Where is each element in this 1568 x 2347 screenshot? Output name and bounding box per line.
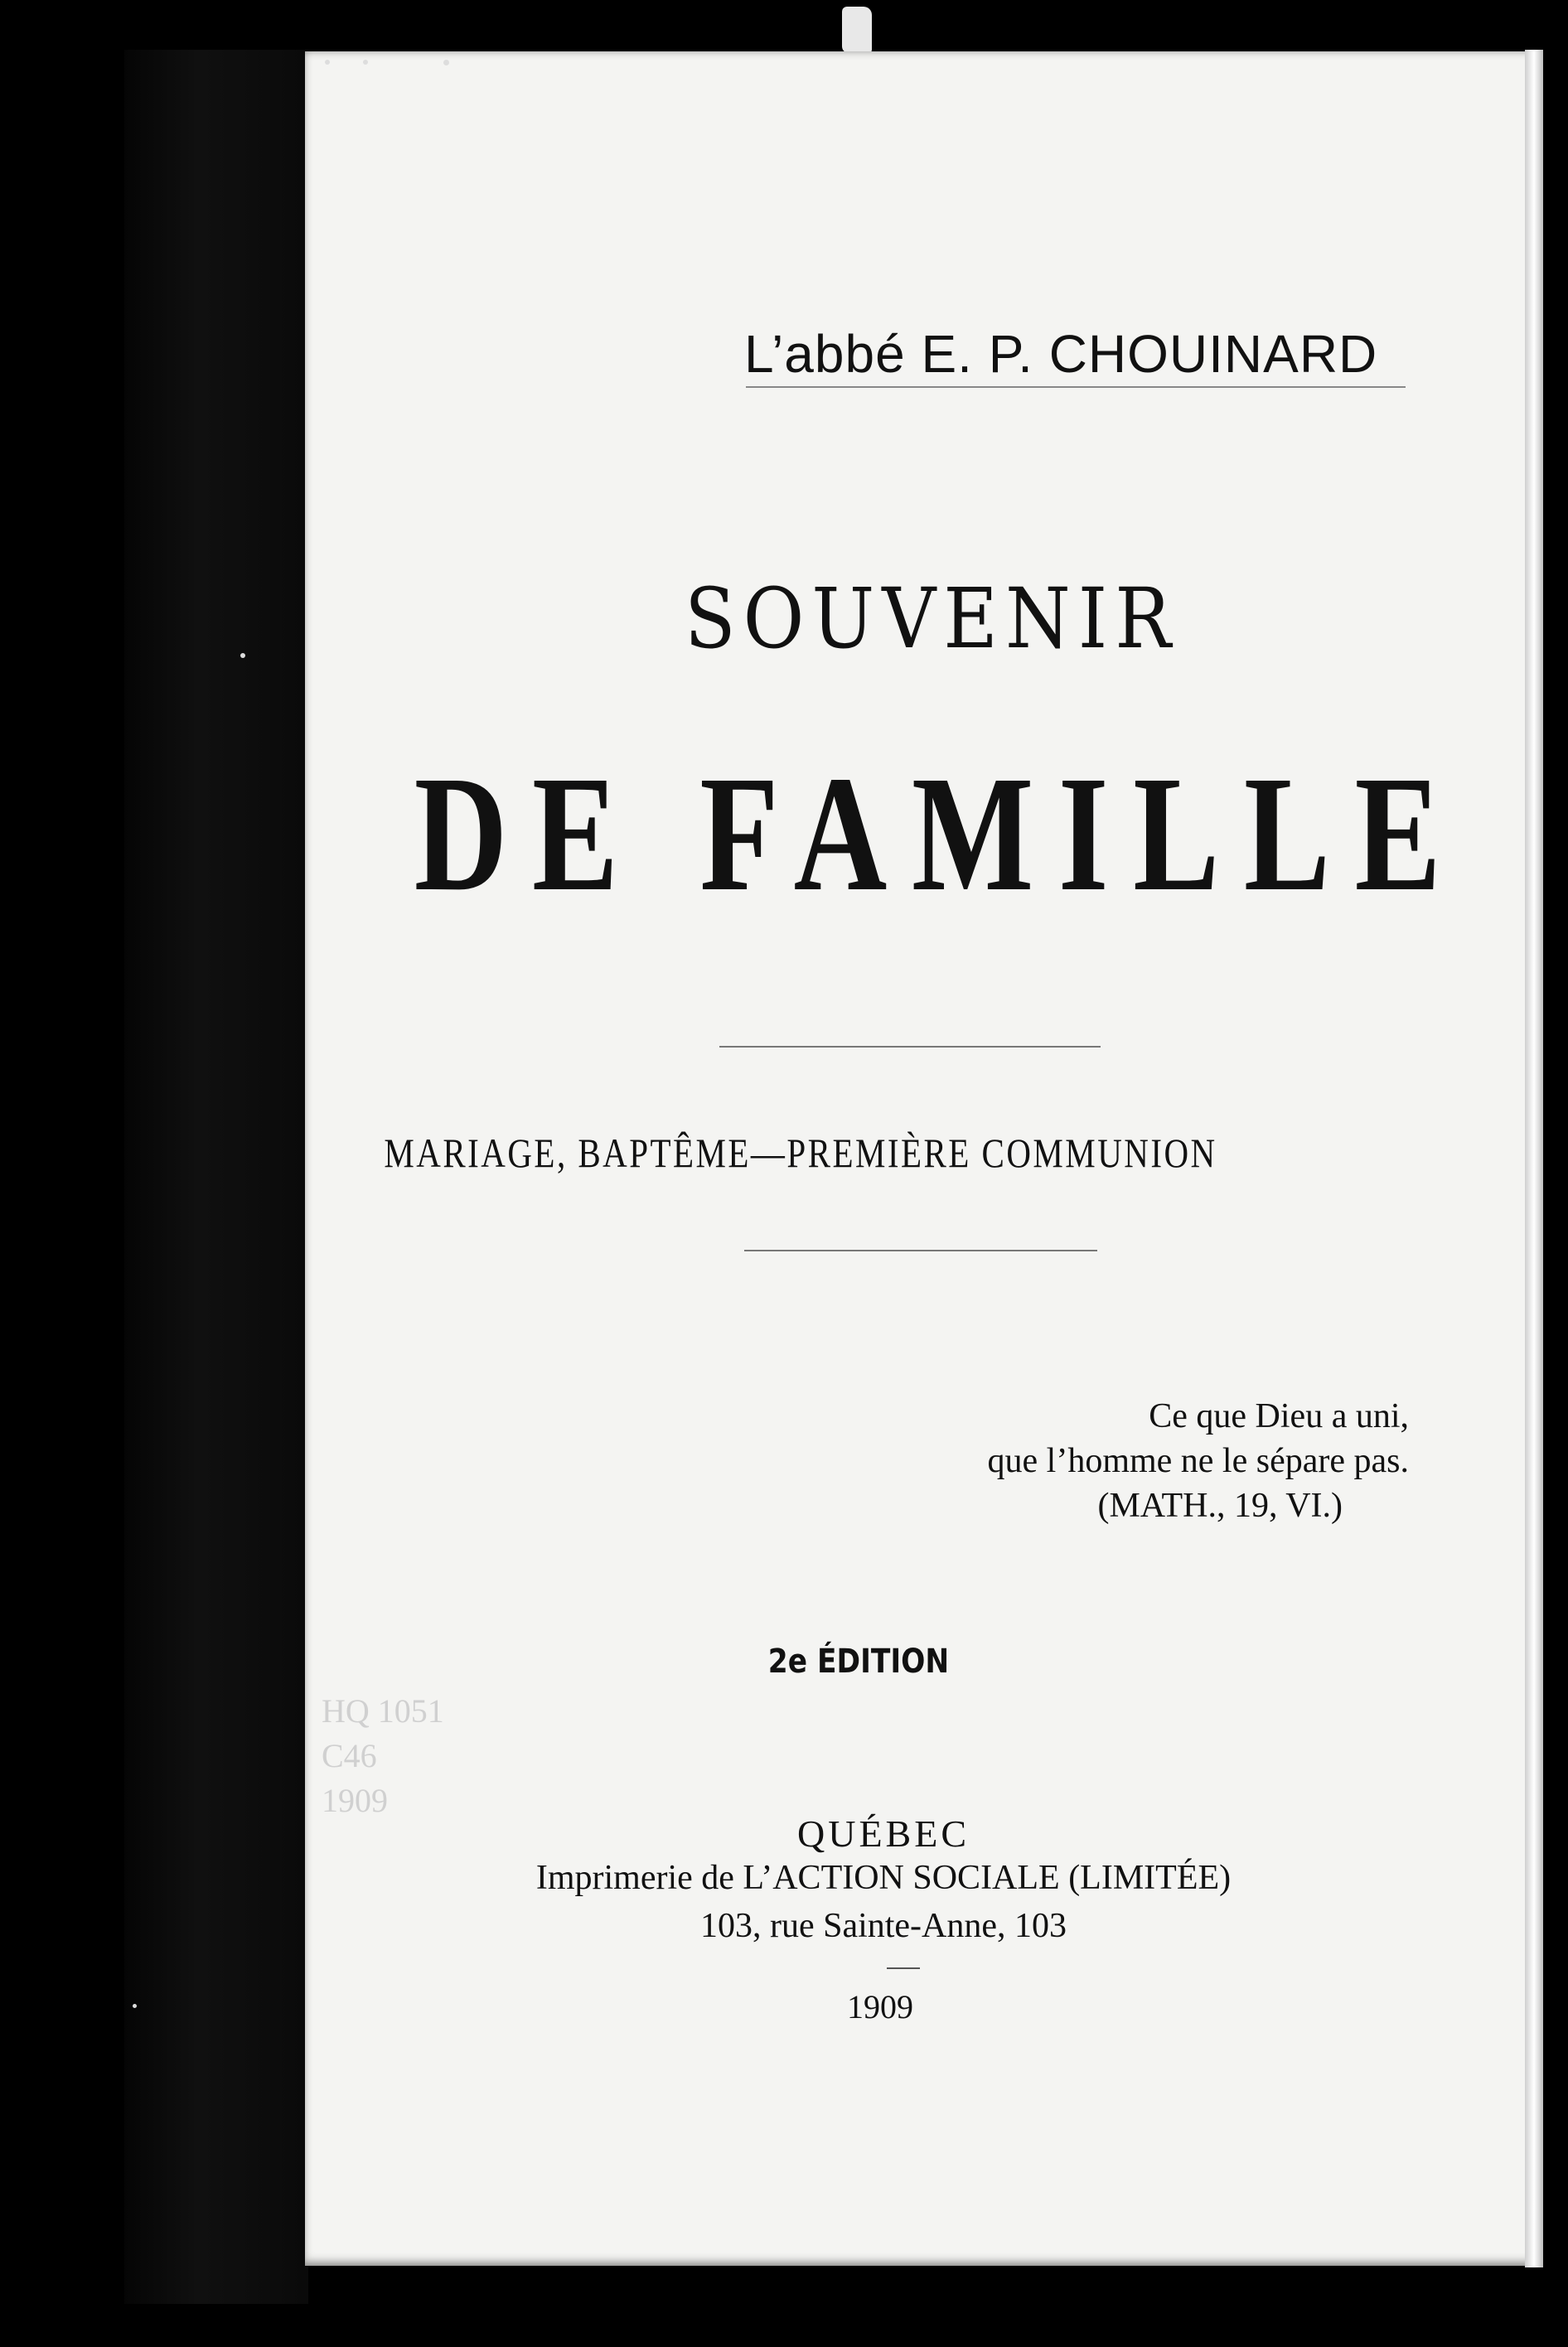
epigraph-reference: (MATH., 19, VI.) <box>1097 1487 1343 1525</box>
imprint-address: 103, rue Sainte-Anne, 103 <box>699 1907 1067 1945</box>
book-spine <box>124 50 308 2304</box>
call-number-line: HQ 1051 <box>322 1692 444 1730</box>
subtitle: MARIAGE, BAPTÊME—PREMIÈRE COMMUNION <box>384 1130 1217 1176</box>
call-number-stamp <box>322 1689 520 1823</box>
call-number-line: C46 <box>322 1737 377 1774</box>
dust-speck <box>443 60 449 65</box>
author-underline <box>746 386 1406 388</box>
dust-speck <box>363 60 368 65</box>
imprint-printer: Imprimerie de L’ACTION SOCIALE (LIMITÉE) <box>535 1859 1232 1897</box>
imprint-year: 1909 <box>847 1988 913 2025</box>
imprint-city: QUÉBEC <box>797 1812 970 1855</box>
call-number-line: 1909 <box>322 1782 388 1819</box>
edition-label: 2e ÉDITION <box>767 1643 950 1681</box>
author-name: L’abbé E. P. CHOUINARD <box>744 324 1378 384</box>
title-line-1: SOUVENIR <box>684 570 1179 667</box>
epigraph <box>829 1394 1409 1528</box>
title-line-2: DE FAMILLE <box>414 743 1466 926</box>
paper-tab <box>842 7 872 53</box>
dust-speck <box>325 60 330 65</box>
imprint-dash <box>887 1967 920 1969</box>
divider-rule <box>744 1250 1097 1251</box>
divider-rule <box>719 1046 1101 1048</box>
epigraph-line: Ce que Dieu a uni, <box>1149 1397 1409 1435</box>
epigraph-line: que l’homme ne le sépare pas. <box>987 1442 1409 1480</box>
